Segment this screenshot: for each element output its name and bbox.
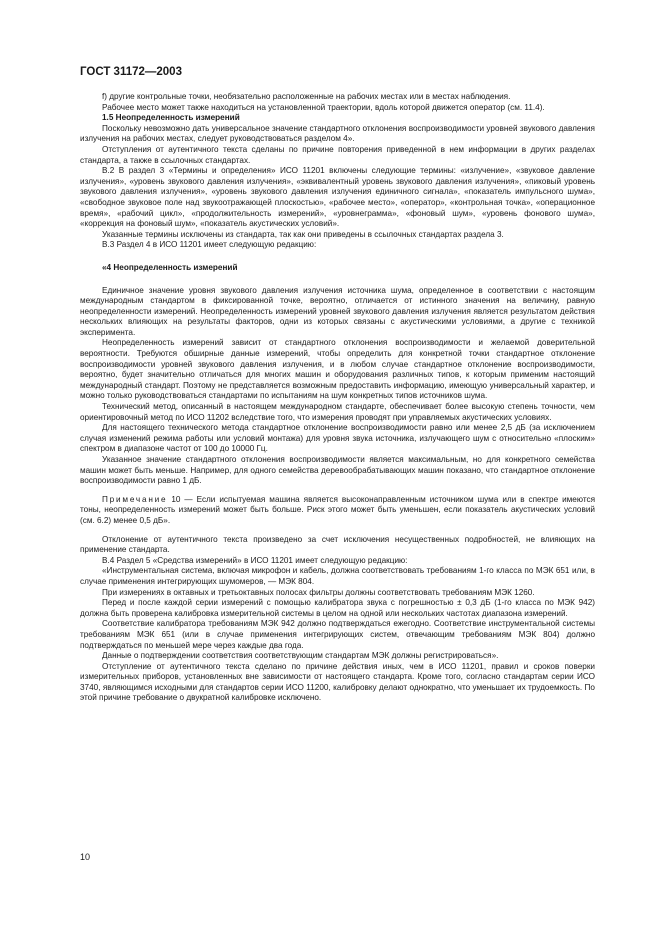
paragraph: Отклонение от аутентичного текста произведено за счет исключения несущественных подробностей, не влияющих на применение стандарта. [80,534,595,555]
paragraph: Поскольку невозможно дать универсальное значение стандартного отклонения воспроизводимости уровней звукового давления излучения на рабочих местах, следует руководствоваться разделом 4». [80,123,595,144]
paragraph: В.2 В раздел 3 «Термины и определения» ИСО 11201 включены следующие термины: «излучение», «звуковое давление излучения», «уровень звукового давления излучения», «эквивалентный уровень звукового давления излучения», «пиковый уровень звукового давления излучения», «уровень звукового давления излучения единичного сигнала», «показатель импульсного шума», «свободное звуковое поле над звукоотражающей плоскостью», «рабочее место», «оператор», «контрольная точка», «операционное время», «рабочий цикл», «продолжительность измерений», «уровнеграмма», «фоновый шум», «уровень фонового шума», «коррекция на фоновый шум», «показатель акустических условий». [80,166,595,229]
page-number: 10 [80,852,91,862]
paragraph: Указанные термины исключены из стандарта, так как они приведены в ссылочных стандартах раздела 3. [102,229,504,239]
paragraph: f) другие контрольные точки, необязательно расположенные на рабочих местах или в местах наблюдения. [102,92,511,101]
document-header: ГОСТ 31172—2003 [80,66,182,78]
paragraph: Указанное значение стандартного отклонения воспроизводимости является максимальным, но для конкретного семейства машин может быть меньше. Например, для одного семейства деревообрабатывающих машин показано, что стандартное отклонение воспроизводимости равно 1 дБ. [80,455,595,486]
paragraph: Перед и после каждой серии измерений с помощью калибратора звука с погрешностью ± 0,3 дБ (1-го класса по МЭК 942) должна быть проверена калибровка измерительной системы в целом на одной или нескольких частотах диапазона измерений. [80,598,595,618]
paragraph: Неопределенность измерений зависит от стандартного отклонения воспроизводимости и желаемой доверительной вероятности. Требуются обширные данные измерений, чтобы определить для конкретной точки стандартное отклонение воспроизводимости уровней звукового давления излучения, и в любом случае стандартное отклонение воспроизводимости, вероятно, будет значительно отличаться для многих машин и оборудования различных типов, к которым применим настоящий международный стандарт. Поэтому не представляется возможным предоставить информацию, имеющую универсальный характер, и можно только руководствоваться стандартами по испытаниям на шум конкретных типов источников шума. [80,338,595,401]
note-text: 10 — Если испытуемая машина является высоконаправленным источником шума или в спектре имеются тоны, неопределенность измерений может быть больше. Риск этого может быть уменьшен, если показатель акустических условий (см. 6.2) менее 0,5 дБ». [80,494,595,525]
paragraph: В.3 Раздел 4 в ИСО 11201 имеет следующую редакцию: [102,240,317,250]
paragraph: Отступление от аутентичного текста сделано по причине действия иных, чем в ИСО 11201, правил и сроков поверки измерительных приборов, установленных вне зависимости от настоящего стандарта. Кроме того, согласно стандартам серии ИСО 3740, являющимся исходными для стандартов серии ИСО 11200, калибровку делают однократно, что уменьшает их трудоемкость. По этой причине требование о двукратной калибровке исключено. [80,661,595,703]
paragraph: «Инструментальная система, включая микрофон и кабель, должна соответствовать требованиям 1-го класса по МЭК 651 или, в случае применения интегрирующих шумомеров, — МЭК 804. [80,566,595,586]
paragraph: Данные о подтверждении соответствия соответствующим стандартам МЭК должны регистрироваться». [102,651,499,661]
note-label: Примечание [102,494,168,504]
paragraph: Для настоящего технического метода стандартное отклонение воспроизводимости равно или менее 2,5 дБ (за исключением случая изменений режима работы или условий монтажа) для уровня звука источника, излучающего шум с относительно «плоским» спектром в диапазоне частот от 100 до 10000 Гц. [80,423,595,454]
paragraph: Рабочее место может также находиться на установленной траектории, вдоль которой движется оператор (см. 11.4). [102,102,545,112]
document-body [80,92,595,704]
section-heading: 1.5 Неопределенность измерений [102,113,240,123]
paragraph: Отступления от аутентичного текста сделаны по причине повторения приведенной в нем информации в других разделах стандарта, а также в ссылочных стандартах. [80,144,595,165]
paragraph: Единичное значение уровня звукового давления излучения источника шума, определенное в соответствии с настоящим международным стандартом в фиксированной точке, вероятно, отличается от истинного значения на величину, равную неопределенности измерений. Неопределенность измерений уровней звукового давления излучения является результатом действия нескольких влияющих на результаты факторов, одни из которых связаны с акустическими условиями, а другие с техникой эксперимента. [80,285,595,337]
paragraph: В.4 Раздел 5 «Средства измерений» в ИСО 11201 имеет следующую редакцию: [102,555,408,565]
note-paragraph [80,495,595,527]
paragraph: Технический метод, описанный в настоящем международном стандарте, обеспечивает более высокую степень точности, чем ориентировочный метод по ИСО 11202 вследствие того, что измерения проводят при управляемых акустических условиях. [80,402,595,422]
paragraph: Соответствие калибратора требованиям МЭК 942 должно подтверждаться ежегодно. Соответствие инструментальной системы требованиям МЭК 651 (или в случае применения интегрирующих систем, отвечающим требованиям МЭК 804) должно подтверждаться по меньшей мере через каждые два года. [80,619,595,650]
section-heading: «4 Неопределенность измерений [102,262,238,272]
paragraph: При измерениях в октавных и третьоктавных полосах фильтры должны соответствовать требованиям МЭК 1260. [102,587,535,597]
